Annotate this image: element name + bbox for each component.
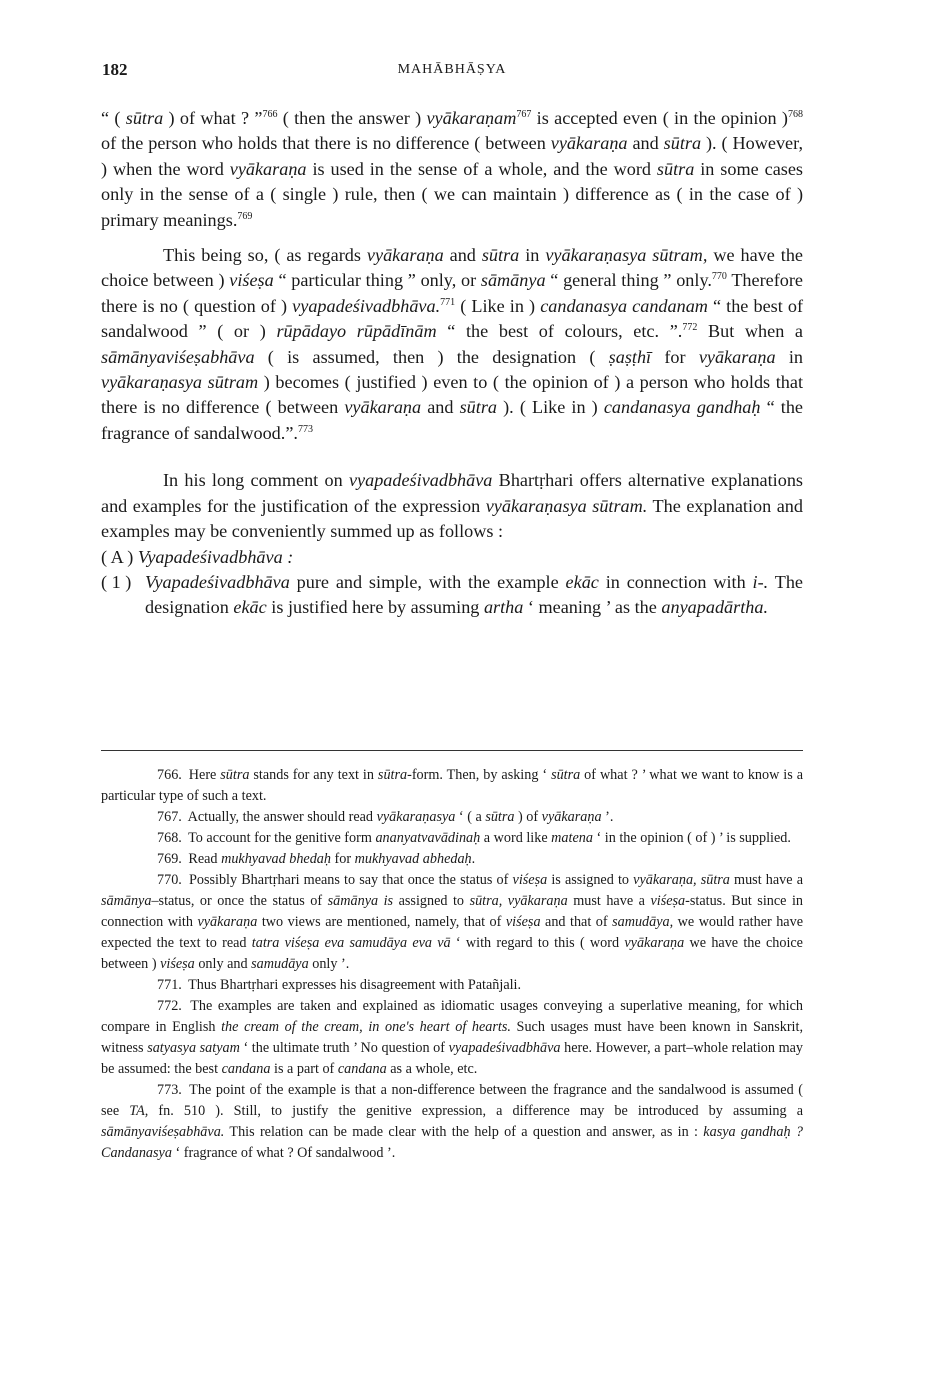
- italic-term: ekāc: [233, 597, 267, 618]
- text-span: is accepted even ( in the opinion ): [531, 108, 788, 128]
- text-span: ‘ fragrance of what ? Of sandalwood ’.: [171, 1145, 396, 1161]
- text-span: for: [651, 346, 699, 367]
- text-span: in connection with: [598, 571, 753, 592]
- text-span: Thus Bhartṛhari expresses his disagreement with Patañjali.: [184, 977, 522, 993]
- italic-term: vyākaraṇa: [229, 158, 307, 179]
- text-span: Therefore there is no ( question of ): [101, 270, 804, 316]
- italic-term: tatra viśeṣa eva samudāya eva vā: [251, 935, 451, 951]
- text-span: This being so, ( as regards: [163, 245, 367, 266]
- text-span: ‘ in the opinion ( of ) ’ is supplied.: [592, 830, 791, 846]
- text-span: pure and simple, with the example: [289, 571, 566, 592]
- footnote-ref: 769: [237, 210, 253, 222]
- paragraph-1: [101, 106, 803, 233]
- text-span: “ the best of colours, etc. ”.: [436, 321, 683, 342]
- list-heading-a: [101, 545, 803, 570]
- text-span: fn. 510 ). Still, to justify the genitive expression, a difference may be introduced by assuming a: [148, 1103, 803, 1119]
- italic-term: sūtra, vyākaraṇa: [469, 893, 568, 909]
- text-span: ‘ meaning ’ as the: [523, 597, 662, 618]
- italic-term: vyākaraṇasya sūtram.: [485, 495, 648, 516]
- text-span: a word like: [480, 830, 552, 846]
- list-label: ( A ): [101, 546, 138, 567]
- text-span: The examples are taken and explained as idiomatic usages conveying a superlative meaning, for which compare in English: [101, 998, 803, 1035]
- italic-term: sūtra: [551, 767, 581, 783]
- running-head: MAHĀBHĀṢYA: [397, 62, 507, 77]
- footnote-number: 767.: [157, 809, 182, 825]
- text-span: ‘ the ultimate truth ’ No question of: [239, 1040, 449, 1056]
- footnote-ref: 773: [297, 423, 313, 435]
- italic-term: sāmānya is: [327, 893, 394, 909]
- italic-term: i-.: [752, 571, 769, 592]
- footnote-number: 772.: [157, 998, 182, 1014]
- italic-term: sūtra: [481, 245, 520, 266]
- italic-term: artha: [483, 597, 524, 618]
- text-span: But when a: [697, 321, 804, 342]
- footnote-766: [101, 765, 803, 807]
- italic-term: vyapadeśivadbhāva.: [292, 295, 441, 316]
- text-span: –status, or once the status of: [151, 893, 328, 909]
- text-span: “ the fragrance of sandalwood.”.: [101, 397, 804, 443]
- italic-term: TA,: [129, 1103, 149, 1119]
- italic-term: samudāya: [251, 956, 309, 972]
- text-span: as a whole, etc.: [386, 1061, 478, 1077]
- italic-term: ṣaṣṭhī: [608, 346, 652, 367]
- italic-term: Vyapadeśivadbhāva: [145, 571, 290, 592]
- text-span: ) of what ? ”: [163, 108, 263, 128]
- italic-term: sūtra: [663, 133, 702, 154]
- italic-term: candana: [221, 1061, 271, 1077]
- footnote-767: [101, 807, 803, 828]
- text-span: To account for the genitive form: [184, 830, 376, 846]
- italic-term: sūtra: [459, 397, 497, 418]
- text-span: and: [421, 397, 460, 418]
- text-span: The designation: [145, 571, 803, 618]
- italic-term: satyasya satyam: [147, 1040, 240, 1056]
- text-span: Read: [184, 851, 222, 867]
- page-header: [102, 60, 802, 84]
- text-span: Bhartṛhari offers alternative explanations and examples for the justification of the expression: [101, 470, 804, 516]
- italic-term: vyākaraṇa: [698, 346, 776, 367]
- italic-term: sāmānya: [101, 893, 152, 909]
- italic-term: viśeṣa: [160, 956, 195, 972]
- footnote-number: 771.: [157, 977, 182, 993]
- footnote-number: 769.: [157, 851, 182, 867]
- italic-term: sāmānya: [480, 270, 546, 291]
- italic-term: sūtra: [656, 158, 695, 179]
- italic-term: matena: [551, 830, 593, 846]
- italic-term: candanasya gandhaḥ: [603, 397, 761, 418]
- text-span: is justified here by assuming: [266, 597, 484, 618]
- text-span: The point of the example is that a non-difference between the fragrance and the sandalwood is assumed ( see: [101, 1082, 803, 1119]
- text-span: in some cases only in the sense of a ( single ) rule, then ( we can maintain ) difference as ( in the case of ) primary meanings.: [101, 158, 803, 230]
- italic-term: vyākaraṇasya sūtram,: [545, 245, 708, 266]
- footnotes: [101, 765, 803, 1164]
- text-span: we have the choice between ): [101, 245, 803, 291]
- text-span: ‘ ( a: [455, 809, 486, 825]
- italic-term: vyapadeśivadbhāva: [348, 470, 493, 491]
- text-span: ( then the answer ): [277, 108, 427, 128]
- text-span: .: [471, 851, 476, 867]
- page-number: 182: [102, 60, 128, 79]
- text-span: assigned to: [393, 893, 470, 909]
- footnote-768: [101, 828, 803, 849]
- footnote-ref: 766: [262, 109, 278, 120]
- footnote-separator: [101, 750, 803, 751]
- footnote-ref: 772: [682, 322, 698, 334]
- footnote-ref: 768: [788, 109, 803, 120]
- italic-term: sūtra: [485, 809, 515, 825]
- text-span: ’.: [601, 809, 614, 825]
- text-span: is used in the sense of a whole, and the word: [306, 158, 657, 179]
- text-span: of the person who holds that there is no difference ( between: [101, 133, 551, 154]
- italic-term: ekāc: [565, 571, 599, 592]
- italic-term: mukhyavad abhedaḥ: [354, 851, 472, 867]
- italic-term: viśeṣa: [650, 893, 686, 909]
- text-span: ) of: [514, 809, 542, 825]
- italic-term: vyākaraṇa: [624, 935, 685, 951]
- text-span: two views are mentioned, namely, that of: [257, 914, 506, 930]
- text-span: and: [443, 245, 482, 266]
- footnote-ref: 770: [711, 271, 727, 283]
- italic-term: vyākaraṇasya: [376, 809, 456, 825]
- list-number: ( 1 ): [101, 571, 132, 592]
- footnote-ref: 767: [516, 109, 532, 120]
- paragraph-2: [101, 243, 803, 446]
- text-span: ( Like in ): [455, 295, 541, 316]
- text-span: ( is assumed, then ) the designation (: [254, 346, 609, 367]
- text-span: ) becomes ( justified ) even to ( the opinion of ) a person who holds that there is no difference ( between: [101, 372, 803, 418]
- main-text: [101, 106, 803, 621]
- footnote-770: [101, 870, 803, 975]
- italic-term: vyākaraṇa: [197, 914, 258, 930]
- text-span: we would rather have expected the text to read: [101, 914, 803, 951]
- text-span: “ general thing ” only.: [545, 270, 712, 291]
- text-span: ‘ with regard to this ( word: [450, 935, 625, 951]
- footnote-769: [101, 849, 803, 870]
- italic-term: the cream of the cream, in one's heart of hearts.: [221, 1019, 511, 1035]
- italic-term: vyākaraṇa: [344, 397, 422, 418]
- text-span: we have the choice between ): [101, 935, 803, 972]
- text-span: -status. But since in connection with: [101, 893, 804, 930]
- paragraph-3: [101, 468, 803, 544]
- italic-term: sāmānyaviśeṣabhāva: [101, 346, 255, 367]
- text-span: is assigned to: [547, 872, 634, 888]
- text-span: only ’.: [308, 956, 350, 972]
- footnote-ref: 771: [440, 296, 456, 308]
- italic-term: sūtra: [220, 767, 250, 783]
- text-span: must have a: [567, 893, 651, 909]
- italic-term: viśeṣa: [505, 914, 541, 930]
- italic-term: sāmānyaviśeṣabhāva.: [101, 1124, 225, 1140]
- text-span: Such usages must have been known in Sanskrit, witness: [101, 1019, 803, 1056]
- text-span: “ (: [101, 108, 126, 128]
- text-span: for: [331, 851, 355, 867]
- text-span: -form. Then, by asking ‘: [407, 767, 552, 783]
- italic-term: vyākaraṇasya sūtram: [101, 372, 259, 393]
- text-span: Here: [184, 767, 221, 783]
- italic-term: samudāya,: [612, 914, 674, 930]
- text-span: ). ( Like in ): [497, 397, 604, 418]
- text-span: Actually, the answer should read: [184, 809, 377, 825]
- footnote-773: [101, 1080, 803, 1164]
- text-span: Possibly Bhartṛhari means to say that once the status of: [184, 872, 513, 888]
- italic-term: mukhyavad bhedaḥ: [221, 851, 331, 867]
- text-span: of what ? ’ what we want to know is a particular type of such a text.: [101, 767, 803, 804]
- italic-term: kasya gandhaḥ ? Candanasya: [101, 1124, 803, 1161]
- italic-term: vyākaraṇa: [541, 809, 602, 825]
- text-span: is a part of: [270, 1061, 338, 1077]
- italic-term: anyapadārtha.: [661, 597, 769, 618]
- italic-term: sūtra: [377, 767, 408, 783]
- italic-term: vyākaraṇa: [366, 245, 444, 266]
- text-span: in: [775, 346, 803, 367]
- italic-term: candana: [337, 1061, 387, 1077]
- text-span: stands for any text in: [249, 767, 378, 783]
- list-item-1: [101, 570, 803, 621]
- italic-term: sūtra: [125, 108, 164, 128]
- footnote-number: 773.: [157, 1082, 182, 1098]
- italic-term: viśeṣa: [229, 270, 274, 291]
- footnote-number: 766.: [157, 767, 182, 783]
- text-span: In his long comment on: [163, 470, 349, 491]
- italic-term: vyapadeśivadbhāva: [448, 1040, 561, 1056]
- italic-term: ananyatvavādinaḥ: [375, 830, 481, 846]
- italic-term: vyākaraṇa: [550, 133, 628, 154]
- text-span: “ particular thing ” only, or: [273, 270, 481, 291]
- footnote-number: 770.: [157, 872, 182, 888]
- italic-term: rūpādayo rūpādīnām: [276, 321, 437, 342]
- text-span: and that of: [540, 914, 613, 930]
- italic-term: viśeṣa: [512, 872, 548, 888]
- text-span: in: [519, 245, 546, 266]
- text-span: ). ( However, ) when the word: [101, 133, 803, 179]
- italic-term: vyākaraṇa, sūtra: [633, 872, 730, 888]
- text-span: must have a: [729, 872, 804, 888]
- italic-term: vyākaraṇam: [426, 108, 517, 128]
- text-span: only and: [194, 956, 252, 972]
- text-span: and: [627, 133, 664, 154]
- footnote-771: [101, 975, 803, 996]
- text-span: here. However, a part–whole relation may be assumed: the best: [101, 1040, 804, 1077]
- italic-term: Vyapadeśivadbhāva :: [137, 546, 294, 567]
- text-span: “ the best of sandalwood ” ( or ): [101, 295, 804, 342]
- footnote-number: 768.: [157, 830, 182, 846]
- text-span: This relation can be made clear with the help of a question and answer, as in :: [224, 1124, 704, 1140]
- italic-term: candanasya candanam: [540, 295, 708, 316]
- footnote-772: [101, 996, 803, 1080]
- text-span: The explanation and examples may be conveniently summed up as follows :: [101, 495, 803, 542]
